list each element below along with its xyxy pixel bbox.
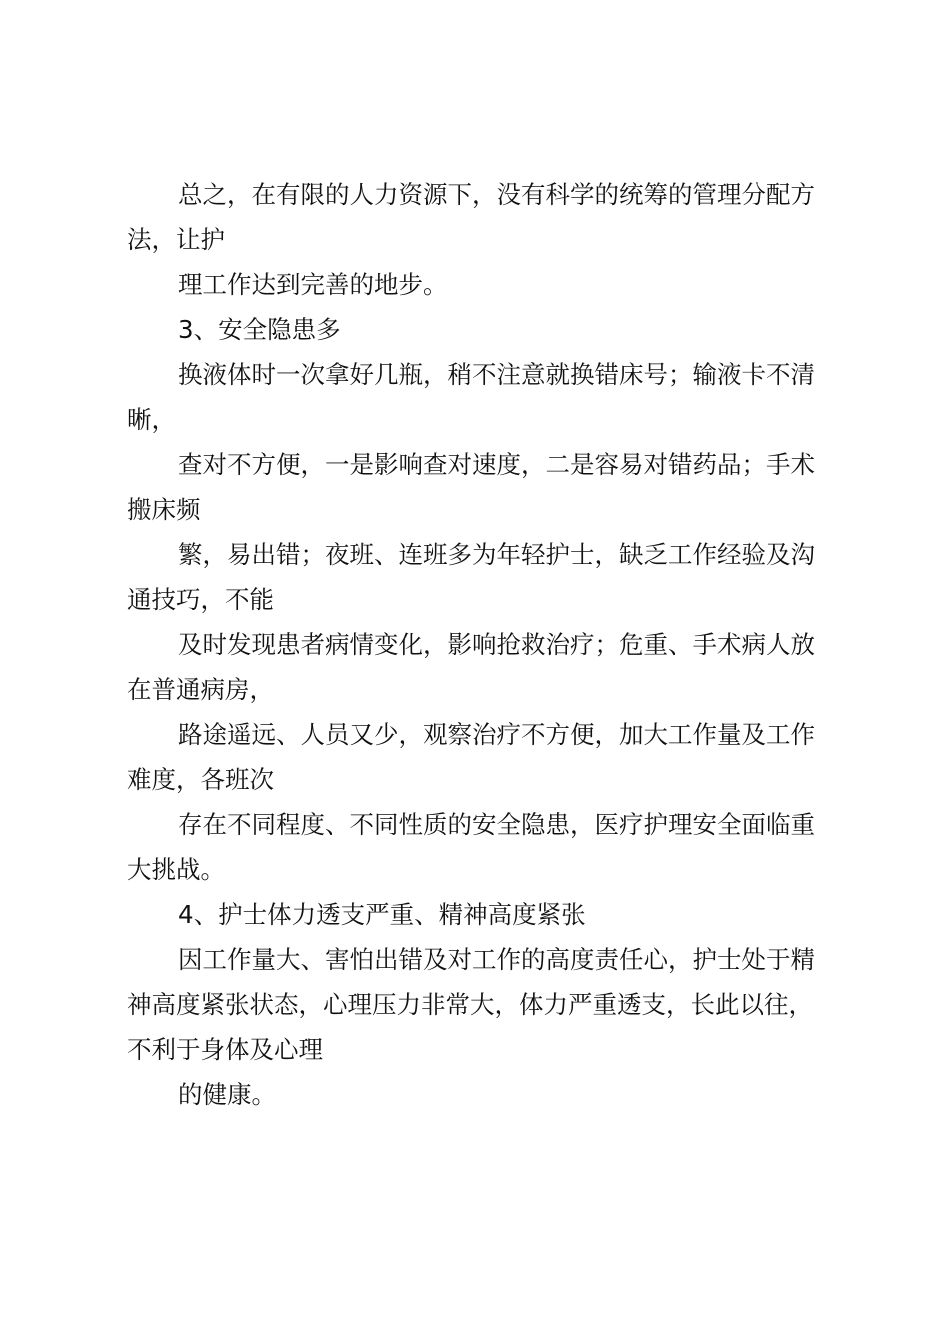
paragraph-stress-1: 因工作量大、害怕出错及对工作的高度责任心，护士处于精神高度紧张状态，心理压力非常大，体力严重透支，长此以往，不利于身体及心理 — [127, 945, 815, 1064]
paragraph-safety-5: 路途遥远、人员又少，观察治疗不方便，加大工作量及工作难度，各班次 — [127, 720, 815, 794]
paragraph-summary-cont: 理工作达到完善的地步。 — [178, 270, 448, 299]
paragraph-summary: 总之，在有限的人力资源下，没有科学的统筹的管理分配方法，让护 — [127, 180, 815, 254]
section-heading-stress: 4、护士体力透支严重、精神高度紧张 — [178, 900, 586, 929]
paragraph-safety-2: 查对不方便，一是影响查对速度，二是容易对错药品；手术搬床频 — [127, 450, 815, 524]
paragraph-safety-4: 及时发现患者病情变化，影响抢救治疗；危重、手术病人放在普通病房， — [127, 630, 815, 704]
paragraph-safety-1: 换液体时一次拿好几瓶，稍不注意就换错床号；输液卡不清晰， — [127, 360, 815, 434]
paragraph-safety-3: 繁，易出错；夜班、连班多为年轻护士，缺乏工作经验及沟通技巧，不能 — [127, 540, 815, 614]
paragraph-stress-2: 的健康。 — [178, 1080, 276, 1109]
section-heading-safety: 3、安全隐患多 — [178, 315, 341, 344]
paragraph-safety-6: 存在不同程度、不同性质的安全隐患，医疗护理安全面临重大挑战。 — [127, 810, 815, 884]
document-body — [127, 172, 827, 1117]
